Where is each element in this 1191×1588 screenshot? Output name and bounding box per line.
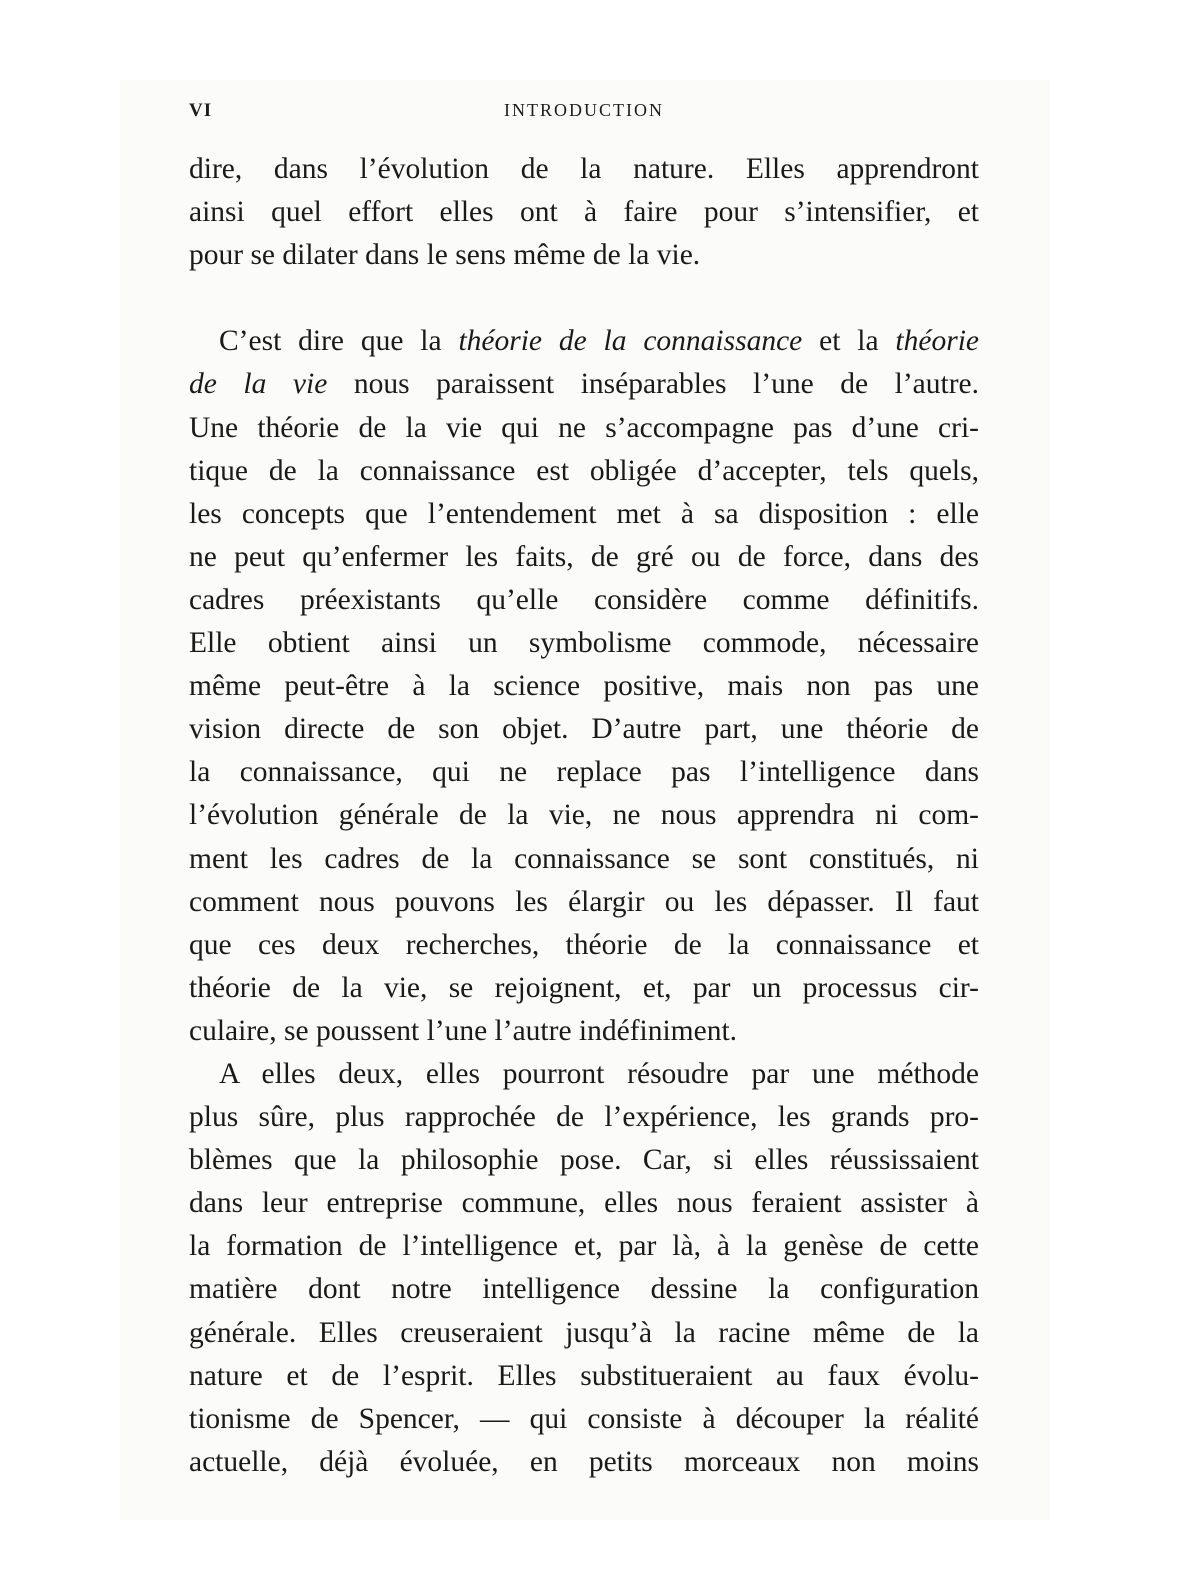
text-line: plus sûre, plus rapprochée de l’expérience, les grands pro- bbox=[189, 1101, 979, 1134]
text-run: et la bbox=[802, 325, 896, 358]
page-header bbox=[189, 100, 979, 130]
text-line bbox=[189, 363, 979, 406]
running-head: INTRODUCTION bbox=[504, 100, 664, 120]
text-line: A elles deux, elles pourront résoudre par une méthode bbox=[219, 1057, 979, 1090]
text-line: la formation de l’intelligence et, par là, à la genèse de cette bbox=[189, 1230, 979, 1263]
text-line: tique de la connaissance est obligée d’accepter, tels quels, bbox=[189, 454, 979, 487]
text-line: la connaissance, qui ne replace pas l’intelligence dans bbox=[189, 756, 979, 789]
text-line: dire, dans l’évolution de la nature. Elles apprendront bbox=[189, 153, 979, 185]
text-line: dans leur entreprise commune, elles nous feraient assister à bbox=[189, 1187, 979, 1220]
text-line: comment nous pouvons les élargir ou les dépasser. Il faut bbox=[189, 885, 979, 918]
text-line: Elle obtient ainsi un symbolisme commode, nécessaire bbox=[189, 627, 979, 660]
italic-title: de la vie bbox=[189, 368, 328, 401]
text-line: que ces deux recherches, théorie de la connaissance et bbox=[189, 928, 979, 961]
text-line: cadres préexistants qu’elle considère comme définitifs. bbox=[189, 583, 979, 616]
text-line: culaire, se poussent l’une l’autre indéfiniment. bbox=[189, 1014, 738, 1047]
text-line: blèmes que la philosophie pose. Car, si elles réussissaient bbox=[189, 1144, 979, 1177]
paragraph-3 bbox=[189, 1053, 979, 1484]
text-line: nature et de l’esprit. Elles substitueraient au faux évolu- bbox=[189, 1359, 979, 1392]
text-line: générale. Elles creuseraient jusqu’à la racine même de la bbox=[189, 1316, 979, 1349]
text-line: pour se dilater dans le sens même de la vie. bbox=[189, 239, 701, 272]
text-line bbox=[189, 320, 979, 363]
text-line: les concepts que l’entendement met à sa disposition : elle bbox=[189, 497, 979, 530]
text-run: nous paraissent inséparables l’une de l’autre. bbox=[327, 368, 979, 401]
text-line: ainsi quel effort elles ont à faire pour s’intensifier, et bbox=[189, 196, 979, 229]
text-line: matière dont notre intelligence dessine la configuration bbox=[189, 1273, 979, 1306]
text-line: même peut-être à la science positive, mais non pas une bbox=[189, 670, 979, 703]
paragraph-2 bbox=[189, 320, 979, 1053]
text-line: ne peut qu’enfermer les faits, de gré ou de force, dans des bbox=[189, 540, 979, 573]
text-line: vision directe de son objet. D’autre part, une théorie de bbox=[189, 713, 979, 746]
text-line: l’évolution générale de la vie, ne nous apprendra ni com- bbox=[189, 799, 979, 832]
italic-title: théorie de la connaissance bbox=[458, 325, 803, 358]
paragraph-gap bbox=[189, 277, 979, 320]
text-line: tionisme de Spencer, — qui consiste à découper la réalité bbox=[189, 1402, 979, 1435]
text-line: Une théorie de la vie qui ne s’accompagne pas d’une cri- bbox=[189, 411, 979, 444]
page-number: VI bbox=[189, 100, 213, 121]
text-run: C’est dire que la bbox=[219, 325, 459, 358]
text-line: actuelle, déjà évoluée, en petits morceaux non moins bbox=[189, 1445, 979, 1478]
text-line: théorie de la vie, se rejoignent, et, par un processus cir- bbox=[189, 971, 979, 1004]
italic-title: théorie bbox=[895, 325, 979, 358]
paragraph-1 bbox=[189, 148, 979, 277]
body-text bbox=[189, 148, 979, 1484]
text-line: ment les cadres de la connaissance se sont constitués, ni bbox=[189, 842, 979, 875]
